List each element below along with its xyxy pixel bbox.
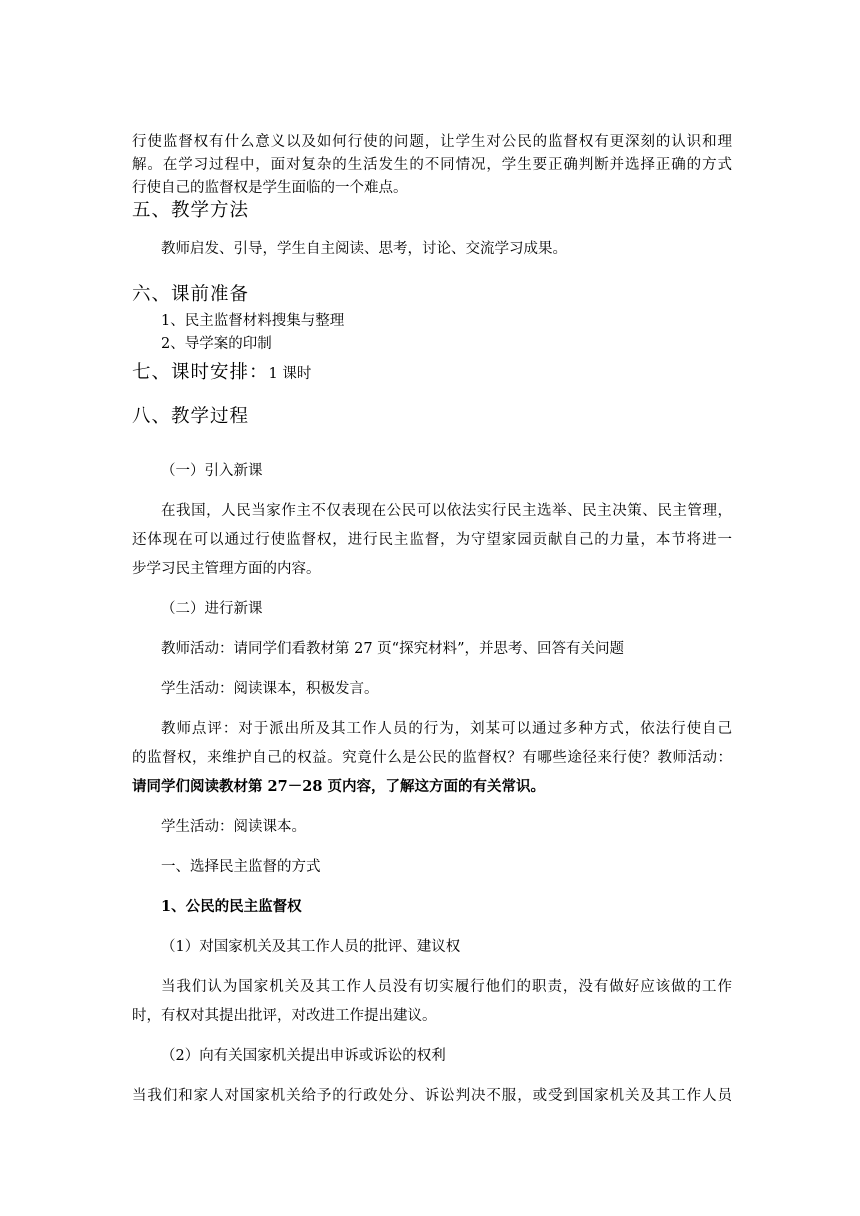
para2-line-2: 时，有权对其提出批评，对改进工作提出建议。 (132, 1008, 437, 1024)
para1-line-1: 在我国，人民当家作主不仅表现在公民可以依法实行民主选举、民主决策、民主管理， (161, 503, 732, 519)
para1-line-3: 步学习民主管理方面的内容。 (132, 561, 321, 577)
teacher-comment-line-1: 教师点评：对于派出所及其工作人员的行为，刘某可以通过多种方式，依法行使自己 (161, 721, 732, 737)
intro-line-1: 行使监督权有什么意义以及如何行使的问题，让学生对公民的监督权有更深刻的认识和理 (132, 134, 732, 150)
subsection-intro-new-lesson: （一）引入新课 (161, 463, 263, 479)
student-activity-2: 学生活动：阅读课本。 (161, 819, 306, 835)
section-7-value: 1 课时 (268, 366, 312, 382)
subsection-new-lesson: （二）进行新课 (161, 601, 263, 617)
teacher-comment-line-2: 的监督权，来维护自己的权益。究竟什么是公民的监督权？有哪些途径来行使？教师活动： (132, 750, 732, 766)
section-5-heading: 五、教学方法 (132, 200, 250, 221)
section-7-label: 七、课时安排： (132, 362, 269, 383)
para1-line-2: 还体现在可以通过行使监督权，进行民主监督，为守望家园贡献自己的力量，本节将进一 (132, 532, 732, 548)
teacher-comment-line-3: 请同学们阅读教材第 27－28 页内容，了解这方面的有关常识。 (132, 778, 545, 795)
prep-item-1: 1、民主监督材料搜集与整理 (161, 313, 345, 329)
point-1-1-heading: 1、公民的民主监督权 (161, 898, 302, 915)
student-activity-1: 学生活动：阅读课本，积极发言。 (161, 681, 379, 697)
section-8-heading: 八、教学过程 (132, 406, 250, 427)
section-7-heading (132, 361, 311, 386)
para2-line-1: 当我们认为国家机关及其工作人员没有切实履行他们的职责，没有做好应该做的工作 (161, 979, 732, 995)
point-1-1-2-heading: （2）向有关国家机关提出申诉或诉讼的权利 (161, 1048, 446, 1064)
para3-line-1: 当我们和家人对国家机关给予的行政处分、诉讼判决不服，或受到国家机关及其工作人员 (132, 1088, 732, 1104)
intro-line-2: 解。在学习过程中，面对复杂的生活发生的不同情况，学生要正确判断并选择正确的方式 (132, 157, 732, 173)
point-1-heading: 一、选择民主监督的方式 (161, 859, 321, 875)
point-1-1-1-heading: （1）对国家机关及其工作人员的批评、建议权 (161, 939, 461, 955)
teacher-activity-1: 教师活动：请同学们看教材第 27 页“探究材料”，并思考、回答有关问题 (161, 641, 624, 657)
section-5-body: 教师启发、引导，学生自主阅读、思考，讨论、交流学习成果。 (161, 241, 567, 257)
prep-item-2: 2、导学案的印制 (161, 336, 272, 352)
intro-line-3: 行使自己的监督权是学生面临的一个难点。 (132, 180, 408, 196)
section-6-heading: 六、课前准备 (132, 284, 250, 305)
